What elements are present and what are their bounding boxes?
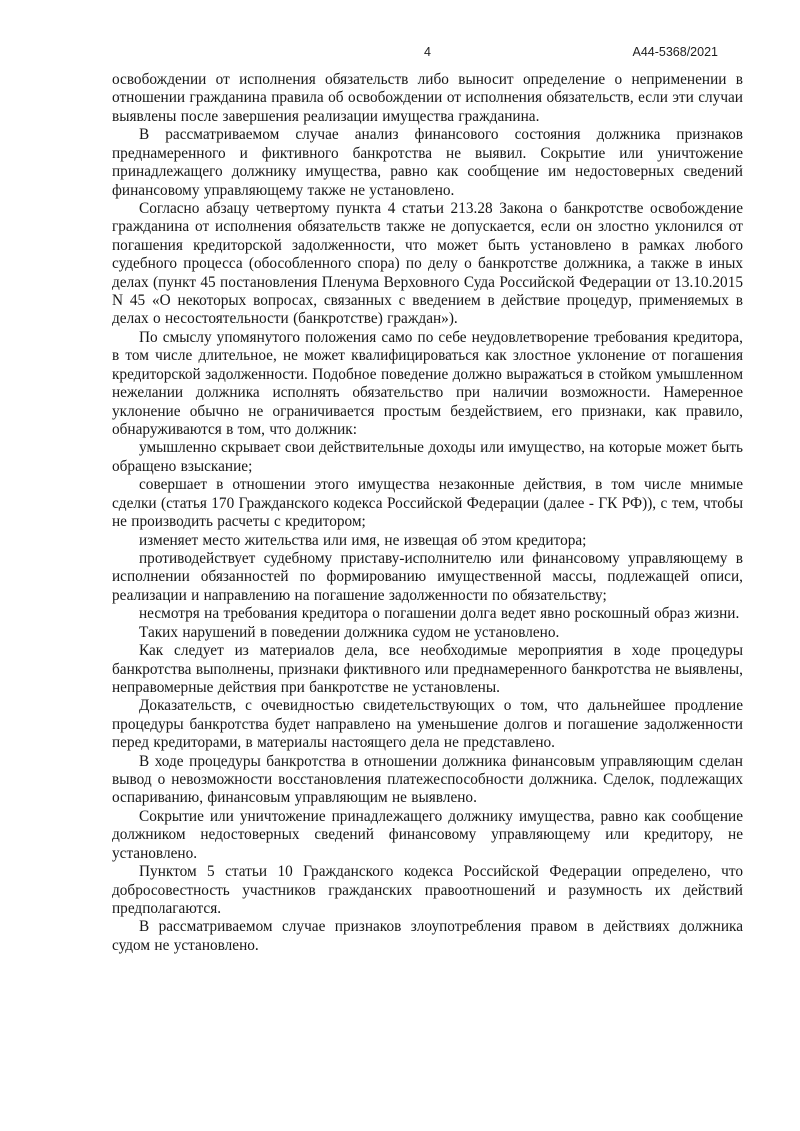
body-paragraph: Пунктом 5 статьи 10 Гражданского кодекса Российской Федерации определено, что добросовестность участников гражданских правоотношений и разумность их действий предполагаются. <box>112 863 743 917</box>
body-paragraph: несмотря на требования кредитора о погашении долга ведет явно роскошный образ жизни. <box>139 605 740 623</box>
page-header <box>112 45 743 61</box>
document-body <box>112 71 743 955</box>
body-paragraph: Доказательств, с очевидностью свидетельствующих о том, что дальнейшее продление процедуры банкротства будет направлено на уменьшение долгов и погашение задолженности перед кредиторами, в материалы настоящего дела не представлено. <box>112 697 743 752</box>
body-paragraph: освобождении от исполнения обязательств либо выносит определение о неприменении в отношении гражданина правила об освобождении от исполнения обязательств, если эти случаи выявлены после завершения реализации имущества гражданина. <box>112 71 743 125</box>
page-number: 4 <box>424 45 431 59</box>
body-paragraph: В ходе процедуры банкротства в отношении должника финансовым управляющим сделан вывод о невозможности восстановления платежеспособности должника. Сделок, подлежащих оспариванию, финансовым управляющим не выявлено. <box>112 752 743 807</box>
body-paragraph: противодействует судебному приставу-исполнителю или финансовому управляющему в исполнении обязанностей по формированию имущественной массы, подлежащей описи, реализации и направлению на погашение задолженности по обязательству; <box>112 549 743 604</box>
body-paragraph: Сокрытие или уничтожение принадлежащего должнику имущества, равно как сообщение должником недостоверных сведений финансовому управляющему или кредитору, не установлено. <box>112 807 743 862</box>
body-paragraph: В рассматриваемом случае признаков злоупотребления правом в действиях должника судом не установлено. <box>112 918 743 954</box>
body-paragraph: Как следует из материалов дела, все необходимые мероприятия в ходе процедуры банкротства выполнены, признаки фиктивного или преднамеренного банкротства не выявлены, неправомерные действия при банкротстве не установлены. <box>112 642 743 696</box>
body-paragraph: В рассматриваемом случае анализ финансового состояния должника признаков преднамеренного и фиктивного банкротства не выявил. Сокрытие или уничтожение принадлежащего должнику имущества, равно как сообщение им недостоверных сведений финансовому управляющему также не установлено. <box>112 126 743 199</box>
body-paragraph: изменяет место жительства или имя, не извещая об этом кредитора; <box>139 531 587 549</box>
body-paragraph: Таких нарушений в поведении должника судом не установлено. <box>139 623 560 641</box>
body-paragraph: Согласно абзацу четвертому пункта 4 статьи 213.28 Закона о банкротстве освобождение гражданина от исполнения обязательств также не допускается, если он злостно уклонился от погашения кредиторской задолженности, что может быть установлено в рамках любого судебного процесса (обособленного спора) по делу о банкротстве должника, а также в иных делах (пункт 45 постановления Пленума Верховного Суда Российской Федерации от 13.10.2015 N 45 «О некоторых вопросах, связанных с введением в действие процедур, применяемых в делах о несостоятельности (банкротстве) граждан»). <box>112 199 743 328</box>
case-number: А44-5368/2021 <box>632 45 718 59</box>
body-paragraph: По смыслу упомянутого положения само по себе неудовлетворение требования кредитора, в том числе длительное, не может квалифицироваться как злостное уклонение от погашения кредиторской задолженности. Подобное поведение должно выражаться в стойком умышленном нежелании должника исполнять обязательство при наличии возможности. Намеренное уклонение обычно не ограничивается простым бездействием, его признаки, как правило, обнаруживаются в том, что должник: <box>112 328 743 439</box>
body-paragraph: совершает в отношении этого имущества незаконные действия, в том числе мнимые сделки (статья 170 Гражданского кодекса Российской Федерации (далее - ГК РФ)), с тем, чтобы не производить расчеты с кредитором; <box>112 476 743 531</box>
body-paragraph: умышленно скрывает свои действительные доходы или имущество, на которые может быть обращено взыскание; <box>112 439 743 475</box>
